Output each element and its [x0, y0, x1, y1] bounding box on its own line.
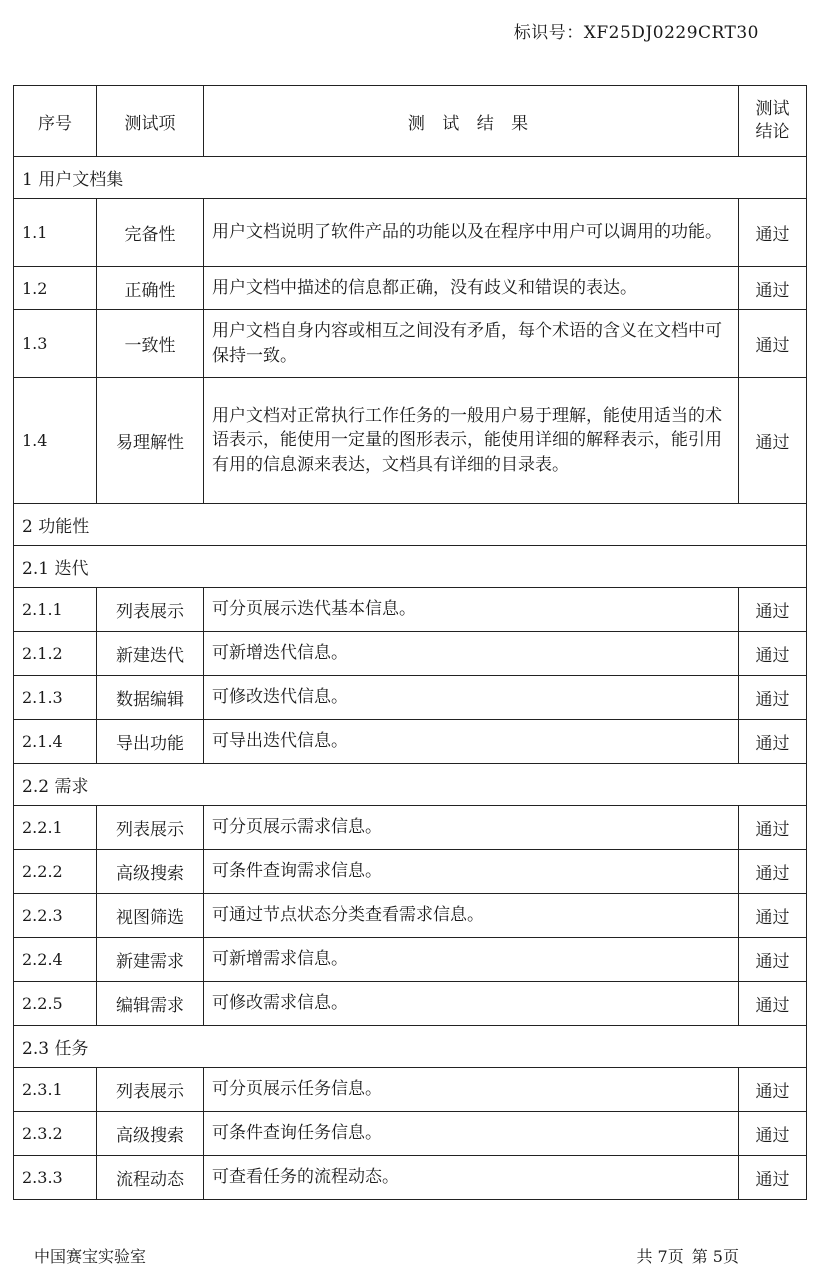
- row-description: 可新增需求信息。: [204, 938, 739, 982]
- row-description: 可分页展示需求信息。: [204, 806, 739, 850]
- section-title: 2.1 迭代: [14, 546, 807, 588]
- row-description: 可新增迭代信息。: [204, 632, 739, 676]
- row-item: 新建迭代: [97, 632, 204, 676]
- table-row: [14, 850, 807, 894]
- row-description: 用户文档自身内容或相互之间没有矛盾，每个术语的含义在文档中可保持一致。: [204, 310, 739, 378]
- table-row: [14, 676, 807, 720]
- row-seq: 1.2: [14, 267, 97, 310]
- row-description: 用户文档中描述的信息都正确，没有歧义和错误的表达。: [204, 267, 739, 310]
- row-description: 可分页展示迭代基本信息。: [204, 588, 739, 632]
- table-row: [14, 1112, 807, 1156]
- row-item: 正确性: [97, 267, 204, 310]
- row-conclusion: 通过: [739, 267, 807, 310]
- row-conclusion: 通过: [739, 720, 807, 764]
- row-description: 可条件查询任务信息。: [204, 1112, 739, 1156]
- row-item: 新建需求: [97, 938, 204, 982]
- row-item: 视图筛选: [97, 894, 204, 938]
- row-seq: 2.2.4: [14, 938, 97, 982]
- table-row: [14, 310, 807, 378]
- row-description: 可查看任务的流程动态。: [204, 1156, 739, 1200]
- row-conclusion: 通过: [739, 310, 807, 378]
- row-item: 一致性: [97, 310, 204, 378]
- row-item: 列表展示: [97, 588, 204, 632]
- row-seq: 2.3.1: [14, 1068, 97, 1112]
- row-conclusion: 通过: [739, 378, 807, 504]
- row-conclusion: 通过: [739, 938, 807, 982]
- footer-lab-name: 中国赛宝实验室: [34, 1247, 147, 1266]
- section-title: 2.2 需求: [14, 764, 807, 806]
- table-row: [14, 720, 807, 764]
- column-header-item: 测试项: [97, 86, 204, 157]
- row-seq: 2.2.1: [14, 806, 97, 850]
- table-row: [14, 199, 807, 267]
- row-seq: 1.4: [14, 378, 97, 504]
- row-item: 编辑需求: [97, 982, 204, 1026]
- table-row: [14, 588, 807, 632]
- row-conclusion: 通过: [739, 1112, 807, 1156]
- row-seq: 2.2.5: [14, 982, 97, 1026]
- row-item: 高级搜索: [97, 1112, 204, 1156]
- column-header-seq: 序号: [14, 86, 97, 157]
- row-description: 用户文档说明了软件产品的功能以及在程序中用户可以调用的功能。: [204, 199, 739, 267]
- row-conclusion: 通过: [739, 1068, 807, 1112]
- row-item: 导出功能: [97, 720, 204, 764]
- row-seq: 2.3.3: [14, 1156, 97, 1200]
- table-row: [14, 632, 807, 676]
- row-conclusion: 通过: [739, 632, 807, 676]
- row-seq: 2.1.3: [14, 676, 97, 720]
- row-conclusion: 通过: [739, 199, 807, 267]
- row-seq: 2.1.4: [14, 720, 97, 764]
- row-description: 用户文档对正常执行工作任务的一般用户易于理解，能使用适当的术语表示，能使用一定量的图形表示，能使用详细的解释表示，能引用有用的信息源来表达，文档具有详细的目录表。: [204, 378, 739, 504]
- row-item: 列表展示: [97, 806, 204, 850]
- footer-current-page: 第 5页: [691, 1247, 739, 1266]
- row-seq: 2.3.2: [14, 1112, 97, 1156]
- section-row: [14, 1026, 807, 1068]
- section-title: 1 用户文档集: [14, 157, 807, 199]
- table-row: [14, 267, 807, 310]
- footer-total-pages: 共 7页: [636, 1247, 684, 1266]
- table-row: [14, 894, 807, 938]
- row-description: 可条件查询需求信息。: [204, 850, 739, 894]
- row-conclusion: 通过: [739, 850, 807, 894]
- row-description: 可修改迭代信息。: [204, 676, 739, 720]
- row-seq: 2.1.2: [14, 632, 97, 676]
- row-item: 列表展示: [97, 1068, 204, 1112]
- table-row: [14, 938, 807, 982]
- row-seq: 2.2.3: [14, 894, 97, 938]
- row-seq: 1.1: [14, 199, 97, 267]
- document-id: 标识号：XF25DJ0229CRT30: [513, 23, 759, 43]
- row-description: 可导出迭代信息。: [204, 720, 739, 764]
- section-row: [14, 504, 807, 546]
- table-row: [14, 1156, 807, 1200]
- row-conclusion: 通过: [739, 676, 807, 720]
- row-description: 可分页展示任务信息。: [204, 1068, 739, 1112]
- footer-page-info: [636, 1244, 739, 1267]
- row-conclusion: 通过: [739, 894, 807, 938]
- table-row: [14, 378, 807, 504]
- section-row: [14, 157, 807, 199]
- row-seq: 1.3: [14, 310, 97, 378]
- row-conclusion: 通过: [739, 1156, 807, 1200]
- column-header-conclusion: 测试 结论: [739, 86, 807, 157]
- row-description: 可修改需求信息。: [204, 982, 739, 1026]
- row-item: 数据编辑: [97, 676, 204, 720]
- row-seq: 2.2.2: [14, 850, 97, 894]
- row-item: 完备性: [97, 199, 204, 267]
- table-row: [14, 982, 807, 1026]
- test-results-table: [13, 85, 807, 1200]
- section-title: 2.3 任务: [14, 1026, 807, 1068]
- row-item: 易理解性: [97, 378, 204, 504]
- row-item: 流程动态: [97, 1156, 204, 1200]
- row-conclusion: 通过: [739, 806, 807, 850]
- column-header-result: 测 试 结 果: [204, 86, 739, 157]
- table-row: [14, 806, 807, 850]
- row-description: 可通过节点状态分类查看需求信息。: [204, 894, 739, 938]
- row-conclusion: 通过: [739, 588, 807, 632]
- row-conclusion: 通过: [739, 982, 807, 1026]
- table-header-row: [14, 86, 807, 157]
- section-row: [14, 764, 807, 806]
- section-row: [14, 546, 807, 588]
- row-item: 高级搜索: [97, 850, 204, 894]
- table-row: [14, 1068, 807, 1112]
- section-title: 2 功能性: [14, 504, 807, 546]
- row-seq: 2.1.1: [14, 588, 97, 632]
